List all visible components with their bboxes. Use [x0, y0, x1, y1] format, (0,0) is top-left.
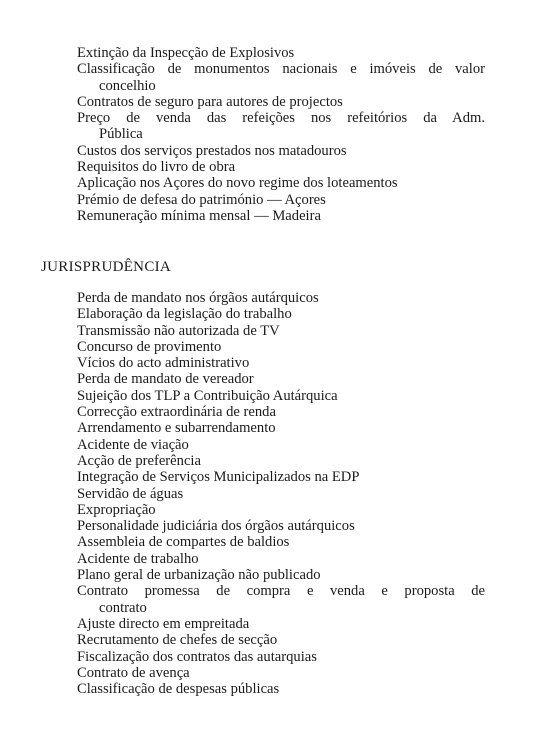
list-item — [77, 534, 485, 550]
list-item-text: Sujeição dos TLP a Contribuição Autárquica — [77, 387, 338, 404]
list-item — [77, 616, 485, 632]
list-item-text: Integração de Serviços Municipalizados na EDP — [77, 469, 360, 486]
list-item-text: Acção de preferência — [77, 452, 201, 469]
list-item-text: Concurso de provimento — [77, 338, 222, 355]
list-item-text: Plano geral de urbanização não publicado — [77, 567, 321, 584]
list-item-text: Perda de mandato nos órgãos autárquicos — [77, 290, 319, 306]
list-item-text: Vícios do acto administrativo — [77, 355, 250, 372]
list-item — [77, 518, 485, 534]
list-item-continuation: contrato — [99, 599, 147, 616]
list-item — [77, 175, 485, 191]
list-item — [77, 649, 485, 665]
list-item-text: Remuneração mínima mensal — Madeira — [77, 207, 321, 224]
list-item-text: Elaboração da legislação do trabalho — [77, 306, 292, 323]
list-item — [77, 453, 485, 469]
list-item — [77, 323, 485, 339]
list-item-continuation: concelhio — [99, 77, 156, 94]
section-heading-jurisprudencia: JURISPRUDÊNCIA — [41, 259, 172, 275]
list-item — [77, 437, 485, 453]
list-item — [77, 420, 485, 436]
list-item — [77, 159, 485, 175]
list-item-text: Classificação de despesas públicas — [77, 681, 280, 698]
list-item — [77, 192, 485, 208]
list-item-text: Expropriação — [77, 501, 156, 518]
list-item-text: Transmissão não autorizada de TV — [77, 322, 280, 339]
list-item — [77, 502, 485, 518]
list-item-text: Assembleia de compartes de baldios — [77, 534, 290, 551]
top-topic-list — [77, 45, 485, 224]
list-item — [77, 486, 485, 502]
list-item — [77, 632, 485, 648]
list-item-text: Classificação de monumentos nacionais e imóveis de valor — [77, 61, 485, 78]
list-item-text: Recrutamento de chefes de secção — [77, 632, 278, 649]
list-item-text: Acidente de trabalho — [77, 550, 199, 567]
list-item — [77, 61, 485, 94]
list-item — [77, 45, 485, 61]
list-item — [77, 371, 485, 387]
list-item — [77, 681, 485, 697]
list-item-text: Ajuste directo em empreitada — [77, 615, 250, 632]
list-item — [77, 404, 485, 420]
list-item — [77, 567, 485, 583]
list-item-text: Prémio de defesa do património — Açores — [77, 191, 326, 208]
list-item-text: Arrendamento e subarrendamento — [77, 420, 276, 437]
list-item-text: Correcção extraordinária de renda — [77, 404, 276, 421]
list-item — [77, 551, 485, 567]
list-item-text: Requisitos do livro de obra — [77, 159, 236, 176]
list-item-text: Perda de mandato de vereador — [77, 371, 254, 388]
list-item-text: Contrato promessa de compra e venda e proposta de — [77, 583, 485, 600]
list-item — [77, 143, 485, 159]
list-item-text: Preço de venda das refeições nos refeitórios da Adm. — [77, 110, 485, 127]
list-item-text: Extinção da Inspecção de Explosivos — [77, 45, 295, 61]
list-item — [77, 339, 485, 355]
list-item-text: Contrato de avença — [77, 664, 190, 681]
list-item — [77, 306, 485, 322]
list-item — [77, 665, 485, 681]
list-item-text: Servidão de águas — [77, 485, 184, 502]
list-item — [77, 110, 485, 143]
list-item — [77, 208, 485, 224]
list-item-text: Custos dos serviços prestados nos matadouros — [77, 142, 347, 159]
list-item-text: Acidente de viação — [77, 436, 189, 453]
list-item-text: Fiscalização dos contratos das autarquias — [77, 648, 317, 665]
list-item — [77, 355, 485, 371]
list-item-text: Personalidade judiciária dos órgãos autárquicos — [77, 518, 355, 535]
list-item-continuation: Pública — [99, 126, 143, 143]
list-item-text: Aplicação nos Açores do novo regime dos loteamentos — [77, 175, 398, 192]
list-item — [77, 290, 485, 306]
list-item — [77, 388, 485, 404]
jurisprudence-topic-list — [77, 290, 485, 697]
list-item — [77, 583, 485, 616]
list-item — [77, 469, 485, 485]
list-item — [77, 94, 485, 110]
list-item-text: Contratos de seguro para autores de projectos — [77, 93, 343, 110]
